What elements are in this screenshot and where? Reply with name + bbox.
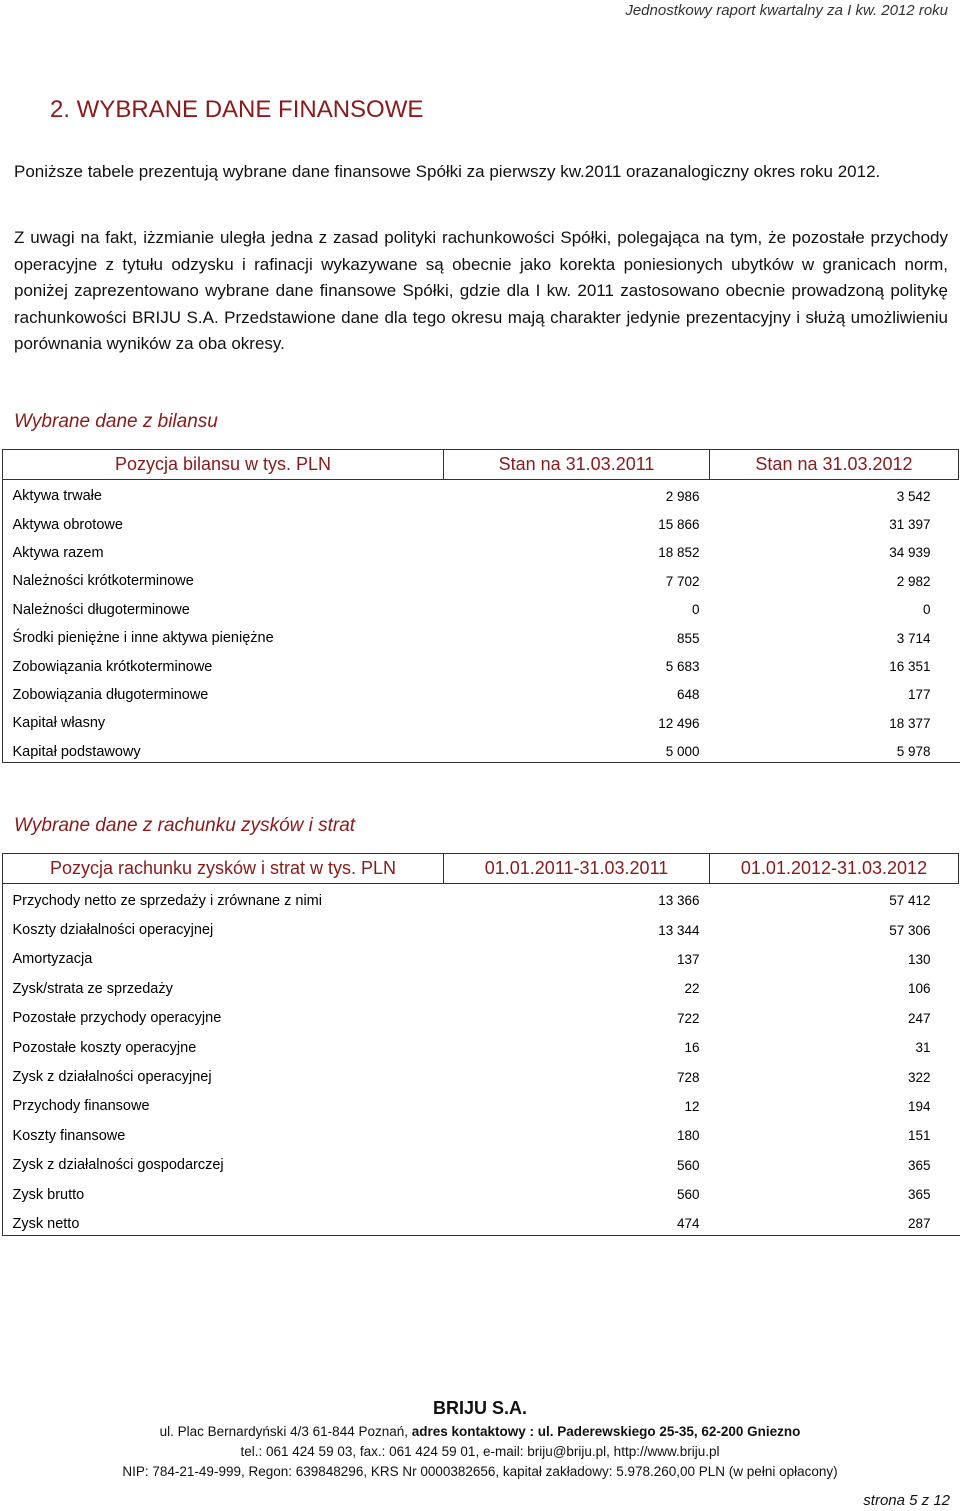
value-2012: 247	[907, 1010, 931, 1026]
row-label: Przychody finansowe	[12, 1098, 150, 1115]
income-header-2011: 01.01.2011-31.03.2011	[444, 854, 710, 884]
value-2011: 12 496	[658, 715, 700, 731]
footer-contact: tel.: 061 424 59 03, fax.: 061 424 59 01, e-mail: briju@briju.pl, http://www.briju.pl	[240, 1444, 720, 1459]
row-label: Przychody netto ze sprzedaży i zrównane z nimi	[12, 892, 322, 909]
row-label: Zysk brutto	[12, 1186, 85, 1203]
table-row	[3, 567, 959, 595]
table-row	[3, 1209, 959, 1238]
value-2011: 855	[676, 630, 700, 646]
value-2011: 18 852	[658, 545, 700, 561]
footer-address-contact: adres kontaktowy : ul. Paderewskiego 25-35, 62-200 Gniezno	[411, 1424, 801, 1439]
table-row	[3, 1004, 959, 1033]
table-row	[3, 1033, 959, 1062]
value-2011: 13 344	[658, 922, 700, 938]
footer-registry: NIP: 784-21-49-999, Regon: 639848296, KRS Nr 0000382656, kapitał zakładowy: 5.978.260,00 PLN (w pełni opłacony)	[122, 1464, 838, 1479]
table-row	[3, 539, 959, 567]
row-label: Zysk netto	[12, 1215, 80, 1232]
value-2012: 106	[907, 981, 931, 997]
value-2011: 5 000	[665, 744, 700, 760]
row-label: Koszty finansowe	[12, 1127, 126, 1144]
row-label: Aktywa obrotowe	[12, 516, 123, 533]
value-2012: 130	[907, 951, 931, 967]
income-header-2012: 01.01.2012-31.03.2012	[710, 854, 959, 884]
table-row	[3, 624, 959, 652]
value-2012: 322	[907, 1069, 931, 1085]
section-title: 2. WYBRANE DANE FINANSOWE	[50, 96, 424, 123]
income-table	[2, 853, 959, 1239]
value-2011: 722	[676, 1010, 700, 1026]
balance-section-title: Wybrane dane z bilansu	[14, 411, 218, 432]
value-2011: 648	[676, 687, 700, 703]
table-row	[3, 681, 959, 709]
row-label: Zysk z działalności operacyjnej	[12, 1069, 212, 1086]
value-2012: 177	[907, 687, 931, 703]
value-2011: 22	[684, 981, 700, 997]
table-row	[3, 480, 959, 511]
value-2012: 3 714	[896, 630, 931, 646]
value-2011: 12	[684, 1098, 700, 1114]
row-label: Środki pieniężne i inne aktywa pieniężne	[12, 630, 274, 647]
row-label: Zysk z działalności gospodarczej	[12, 1157, 224, 1174]
value-2012: 194	[907, 1098, 931, 1114]
value-2012: 16 351	[889, 659, 931, 675]
value-2012: 2 982	[896, 573, 931, 589]
value-2011: 16	[684, 1040, 700, 1056]
row-label: Pozostałe koszty operacyjne	[12, 1039, 197, 1056]
value-2012: 0	[922, 602, 931, 618]
value-2011: 5 683	[665, 659, 700, 675]
value-2011: 0	[691, 602, 700, 618]
table-row	[3, 1062, 959, 1091]
report-header-title: Jednostkowy raport kwartalny za I kw. 2012 roku	[625, 2, 948, 19]
value-2012: 57 306	[889, 922, 931, 938]
row-label: Kapitał własny	[12, 715, 106, 732]
table-row	[3, 596, 959, 624]
value-2012: 3 542	[896, 488, 931, 504]
value-2011: 560	[676, 1157, 700, 1173]
row-label: Zysk/strata ze sprzedaży	[12, 980, 173, 997]
income-header-position: Pozycja rachunku zysków i strat w tys. PLN	[3, 854, 444, 884]
value-2011: 13 366	[658, 893, 700, 909]
value-2012: 287	[907, 1216, 931, 1232]
value-2011: 474	[676, 1216, 700, 1232]
value-2011: 137	[676, 951, 700, 967]
value-2012: 365	[907, 1187, 931, 1203]
value-2011: 7 702	[665, 573, 700, 589]
balance-header-position: Pozycja bilansu w tys. PLN	[3, 450, 444, 480]
value-2012: 31	[915, 1040, 931, 1056]
footer-company-name: BRIJU S.A.	[432, 1398, 528, 1418]
table-row	[3, 1180, 959, 1209]
row-label: Zobowiązania długoterminowe	[12, 686, 209, 703]
policy-paragraph: Z uwagi na fakt, iżzmianie uległa jedna z zasad polityki rachunkowości Spółki, polegająca na tym, że pozostałe przychody operacyjne z tytułu odzysku i rafinacji wykazywane są obecnie jako korekta poniesionych ubytków w granicach norm, poniżej zaprezentowano wybrane dane finansowe Spółki, gdzie dla I kw. 2011 zastosowano obecnie prowadzoną politykę rachunkowości BRIJU S.A. Przedstawione dane dla tego okresu mają charakter jedynie prezentacyjny i służą umożliwieniu porównania wyników za oba okresy.	[14, 228, 948, 353]
row-label: Pozostałe przychody operacyjne	[12, 1010, 222, 1027]
row-label: Należności długoterminowe	[12, 601, 190, 618]
table-row	[3, 1092, 959, 1121]
table-row	[3, 1121, 959, 1150]
row-label: Należności krótkoterminowe	[12, 573, 194, 590]
table-row	[3, 652, 959, 680]
row-label: Aktywa razem	[12, 544, 104, 561]
table-row	[3, 974, 959, 1003]
footer-address-registered: ul. Plac Bernardyński 4/3 61-844 Poznań,	[159, 1424, 412, 1439]
table-row	[3, 709, 959, 737]
balance-header-row	[3, 450, 959, 480]
balance-table	[2, 449, 959, 766]
table-row	[3, 510, 959, 538]
value-2012: 365	[907, 1157, 931, 1173]
row-label: Amortyzacja	[12, 951, 93, 968]
intro-paragraph: Poniższe tabele prezentują wybrane dane finansowe Spółki za pierwszy kw.2011 orazanalogiczny okres roku 2012.	[14, 162, 881, 181]
value-2012: 31 397	[889, 517, 931, 533]
table-row	[3, 1151, 959, 1180]
value-2012: 57 412	[889, 893, 931, 909]
balance-header-2012: Stan na 31.03.2012	[710, 450, 959, 480]
income-header-row	[3, 854, 959, 884]
table-row	[3, 738, 959, 766]
table-row	[3, 884, 959, 916]
value-2011: 728	[676, 1069, 700, 1085]
value-2011: 180	[676, 1128, 700, 1144]
value-2012: 5 978	[896, 744, 931, 760]
row-label: Koszty działalności operacyjnej	[12, 922, 214, 939]
balance-header-2011: Stan na 31.03.2011	[444, 450, 710, 480]
row-label: Aktywa trwałe	[12, 488, 102, 505]
row-label: Zobowiązania krótkoterminowe	[12, 658, 213, 675]
income-section-title: Wybrane dane z rachunku zysków i strat	[14, 815, 356, 836]
value-2012: 18 377	[889, 715, 931, 731]
value-2011: 2 986	[665, 488, 700, 504]
table-row	[3, 945, 959, 974]
value-2011: 15 866	[658, 517, 700, 533]
value-2012: 151	[907, 1128, 931, 1144]
value-2011: 560	[676, 1187, 700, 1203]
row-label: Kapitał podstawowy	[12, 743, 141, 760]
page-number: strona 5 z 12	[863, 1492, 950, 1509]
table-row	[3, 915, 959, 944]
footer-address	[0, 1424, 960, 1439]
value-2012: 34 939	[889, 545, 931, 561]
